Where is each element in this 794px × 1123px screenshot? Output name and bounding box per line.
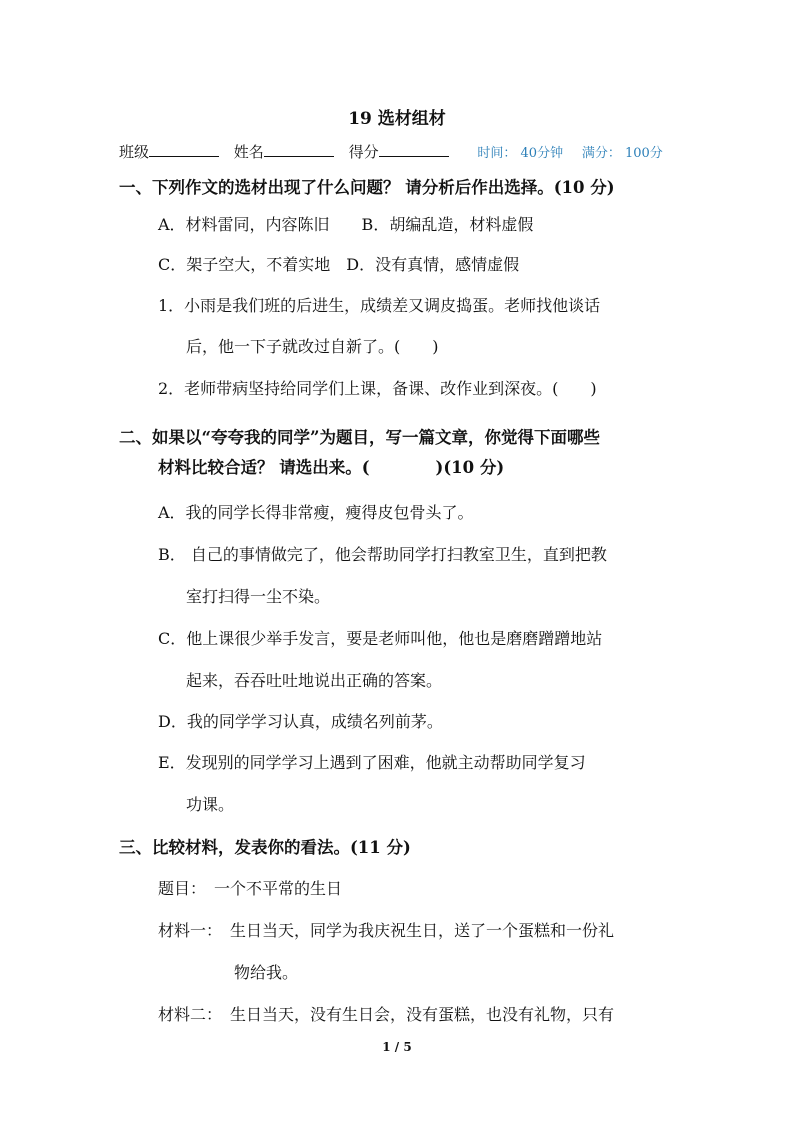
time-limit: 时间： 40分钟 <box>477 146 564 161</box>
score-label: 得分 <box>348 143 379 161</box>
q1-heading: 一、下列作文的选材出现了什么问题？ 请分析后作出选择。(10 分) <box>119 178 615 197</box>
q2-option-d: D．我的同学学习认真，成绩名列前茅。 <box>158 712 443 731</box>
q2-heading-line1: 二、如果以“夸夸我的同学”为题目，写一篇文章，你觉得下面哪些 <box>119 428 600 447</box>
q2-option-b-line2: 室打扫得一尘不染。 <box>186 587 331 606</box>
q1-item2: 2．老师带病坚持给同学们上课，备课、改作业到深夜。( ) <box>158 379 597 398</box>
page-title: 19 选材组材 <box>348 109 446 129</box>
q2-option-c-line1: C．他上课很少举手发言，要是老师叫他，他也是磨磨蹭蹭地站 <box>158 629 603 648</box>
q3-topic: 题目： 一个不平常的生日 <box>158 879 343 898</box>
page-number: 1 / 5 <box>382 1040 412 1054</box>
q3-material1-line2: 物给我。 <box>234 963 299 982</box>
q2-option-b-line1: B． 自己的事情做完了，他会帮助同学打扫教室卫生，直到把教 <box>158 545 607 564</box>
name-blank[interactable] <box>264 142 334 157</box>
full-score: 满分： 100分 <box>581 146 663 161</box>
q2-heading-line2: 材料比较合适？ 请选出来。( )(10 分) <box>158 458 505 477</box>
class-blank[interactable] <box>149 142 219 157</box>
q3-material2-line1: 材料二： 生日当天，没有生日会，没有蛋糕，也没有礼物，只有 <box>158 1005 615 1024</box>
header-info-line <box>119 141 663 162</box>
score-blank[interactable] <box>379 142 449 157</box>
class-label: 班级 <box>119 143 150 161</box>
q2-option-c-line2: 起来，吞吞吐吐地说出正确的答案。 <box>186 671 443 690</box>
q1-options-ab: A．材料雷同，内容陈旧 B．胡编乱造，材料虚假 <box>158 215 534 234</box>
q2-option-e-line2: 功课。 <box>186 795 235 814</box>
q3-material1-line1: 材料一： 生日当天，同学为我庆祝生日，送了一个蛋糕和一份礼 <box>158 921 615 940</box>
q2-option-e-line1: E．发现别的同学学习上遇到了困难，他就主动帮助同学复习 <box>158 753 586 772</box>
q1-options-cd: C．架子空大，不着实地 D．没有真情，感情虚假 <box>158 255 520 274</box>
q3-heading: 三、比较材料，发表你的看法。(11 分) <box>119 838 411 857</box>
name-label: 姓名 <box>233 143 264 161</box>
q2-option-a: A．我的同学长得非常瘦，瘦得皮包骨头了。 <box>158 503 474 522</box>
q1-item1-line1: 1．小雨是我们班的后进生，成绩差又调皮捣蛋。老师找他谈话 <box>158 296 601 315</box>
q1-item1-line2: 后，他一下子就改过自新了。( ) <box>186 337 439 356</box>
